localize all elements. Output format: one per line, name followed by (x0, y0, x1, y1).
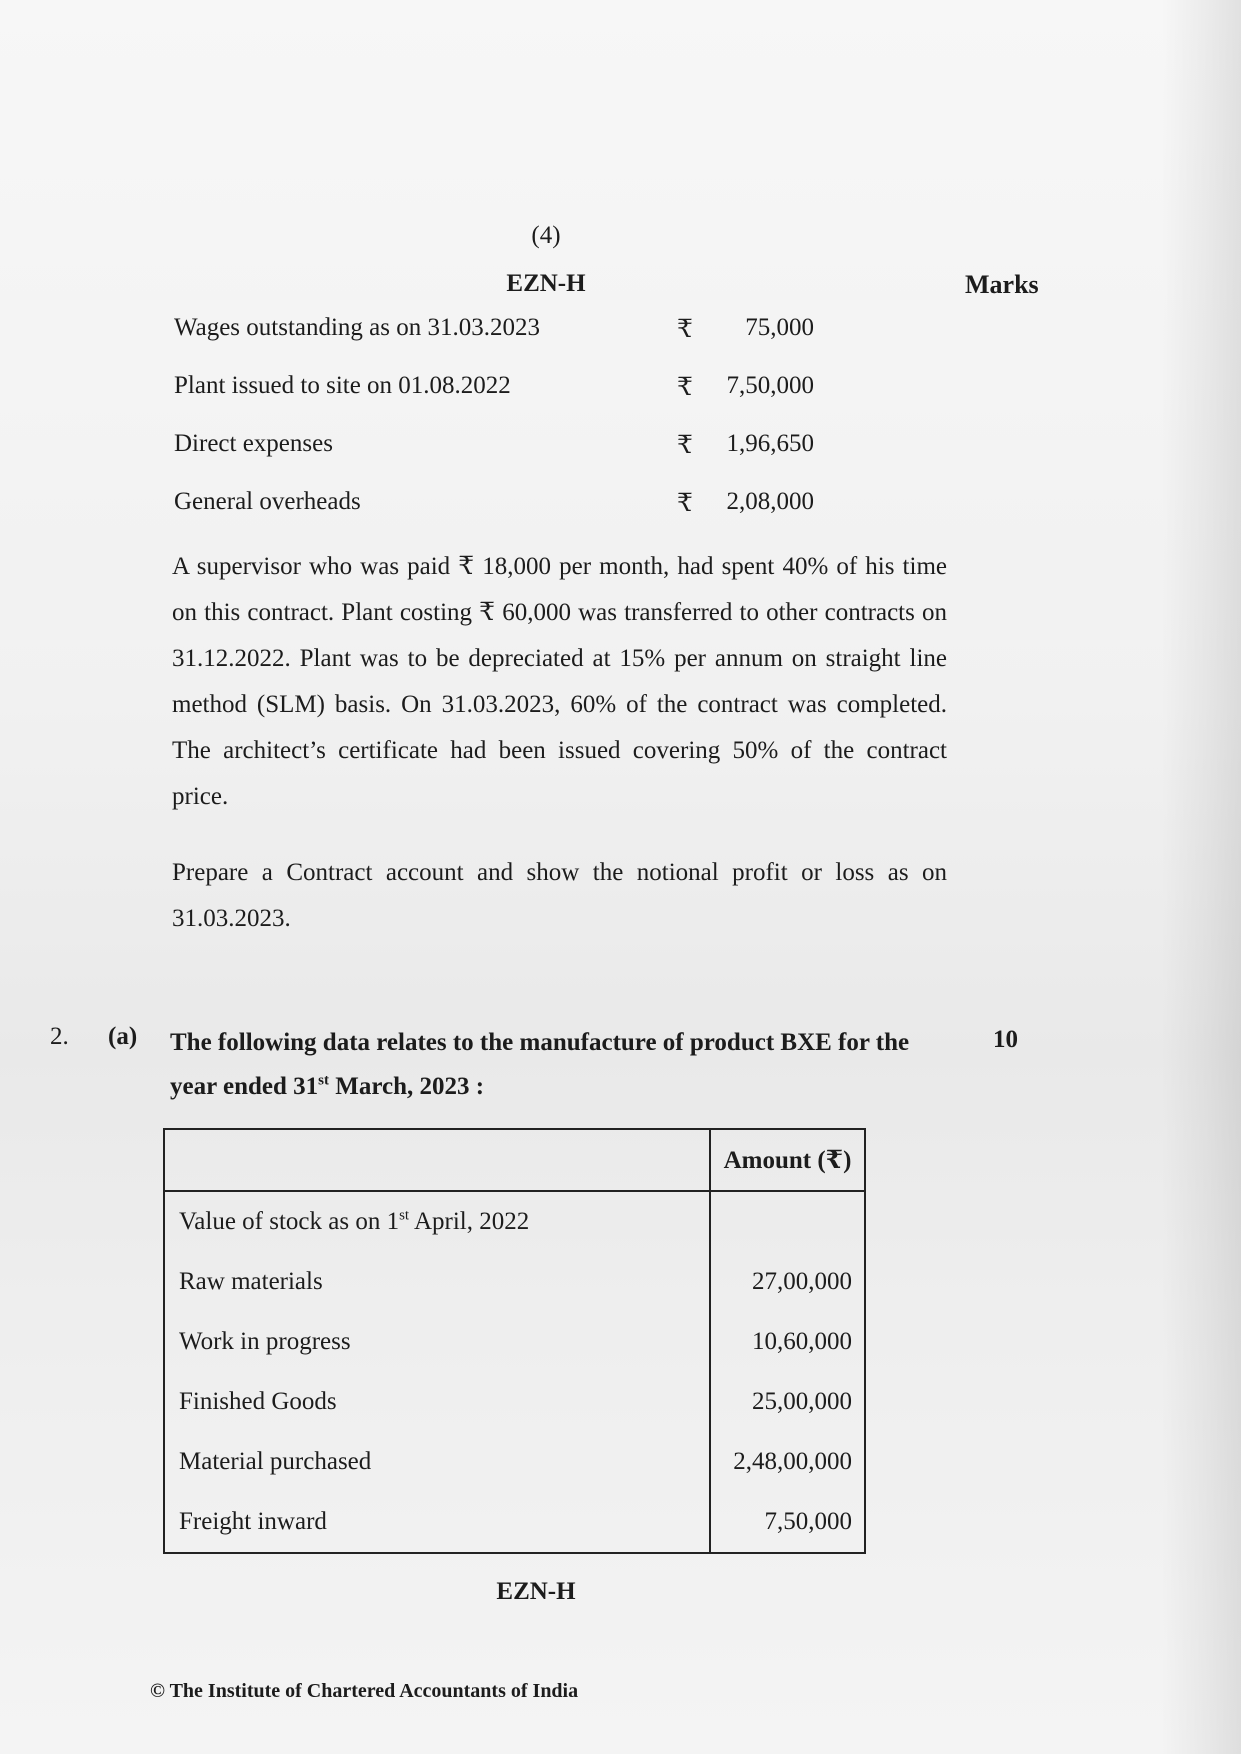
table-row (164, 1372, 865, 1432)
amount-column-header: Amount (₹) (710, 1129, 865, 1191)
paper-code-footer: EZN-H (496, 1578, 576, 1605)
expense-label: Wages outstanding as on 31.03.2023 (174, 314, 541, 341)
row-label: Freight inward (164, 1492, 710, 1553)
marks-heading: Marks (965, 270, 1039, 299)
row-label: Raw materials (164, 1252, 710, 1312)
rupee-symbol: ₹ (677, 374, 693, 401)
question-text-end: March, 2023 : (329, 1073, 485, 1100)
stock-data-table (163, 1128, 866, 1554)
expense-label: Direct expenses (174, 430, 333, 457)
question-marks: 10 (993, 1026, 1018, 1053)
table-row (164, 1492, 865, 1553)
table-row (164, 1312, 865, 1372)
row-value: 25,00,000 (710, 1372, 865, 1432)
expense-amount: 75,000 (745, 314, 814, 341)
table-header-blank (164, 1129, 710, 1191)
table-row (164, 1432, 865, 1492)
expense-row (174, 372, 814, 406)
row-label: Material purchased (164, 1432, 710, 1492)
expense-amount: 7,50,000 (726, 372, 814, 399)
ordinal-suffix: st (399, 1207, 410, 1224)
question-text (170, 1021, 945, 1109)
expense-row (174, 430, 814, 464)
ordinal-suffix: st (318, 1072, 329, 1089)
expense-row (174, 488, 814, 522)
question-text-main: The following data relates to the manufacture of product BXE for the year ended 31 (170, 1029, 910, 1100)
instruction-text: Prepare a Contract account and show the notional profit or loss as on 31.03.2023. (172, 859, 947, 932)
row-value: 27,00,000 (710, 1252, 865, 1312)
expense-label: Plant issued to site on 01.08.2022 (174, 372, 511, 399)
row-value: 10,60,000 (710, 1312, 865, 1372)
expense-amount: 2,08,000 (726, 488, 814, 515)
row-label: Work in progress (164, 1312, 710, 1372)
table-section-row (164, 1191, 865, 1252)
row-value: 7,50,000 (710, 1492, 865, 1553)
section-label-main: Value of stock as on 1 (179, 1208, 400, 1235)
rupee-symbol: ₹ (677, 316, 693, 343)
section-label-end: April, 2022 (409, 1208, 530, 1235)
question-part: (a) (108, 1023, 138, 1050)
row-label: Finished Goods (164, 1372, 710, 1432)
row-value: 2,48,00,000 (710, 1432, 865, 1492)
contract-details-paragraph (172, 544, 947, 820)
rupee-symbol: ₹ (677, 432, 693, 459)
rupee-symbol: ₹ (677, 490, 693, 517)
expense-amount: 1,96,650 (726, 430, 814, 457)
expense-row (174, 314, 814, 348)
instruction-paragraph (172, 850, 947, 942)
section-label (164, 1191, 710, 1252)
page-number: (4) (531, 222, 561, 249)
paper-code-header: EZN-H (506, 270, 586, 297)
table-cell-blank (710, 1191, 865, 1252)
expense-label: General overheads (174, 488, 361, 515)
page-edge-shadow (1161, 0, 1241, 1754)
copyright-notice: © The Institute of Chartered Accountants of India (150, 1680, 579, 1702)
table-row (164, 1252, 865, 1312)
details-text: A supervisor who was paid ₹ 18,000 per month, had spent 40% of his time on this contract. Plant costing ₹ 60,000 was transferred to other contracts on 31.12.2022. Plant was to be depreciated at 15% per annum on straight line method (SLM) basis. On 31.03.2023, 60% of the contract was completed. The architect’s certificate had been issued covering 50% of the contract price. (172, 553, 947, 810)
table-header-row (164, 1129, 865, 1191)
question-number: 2. (50, 1023, 69, 1050)
